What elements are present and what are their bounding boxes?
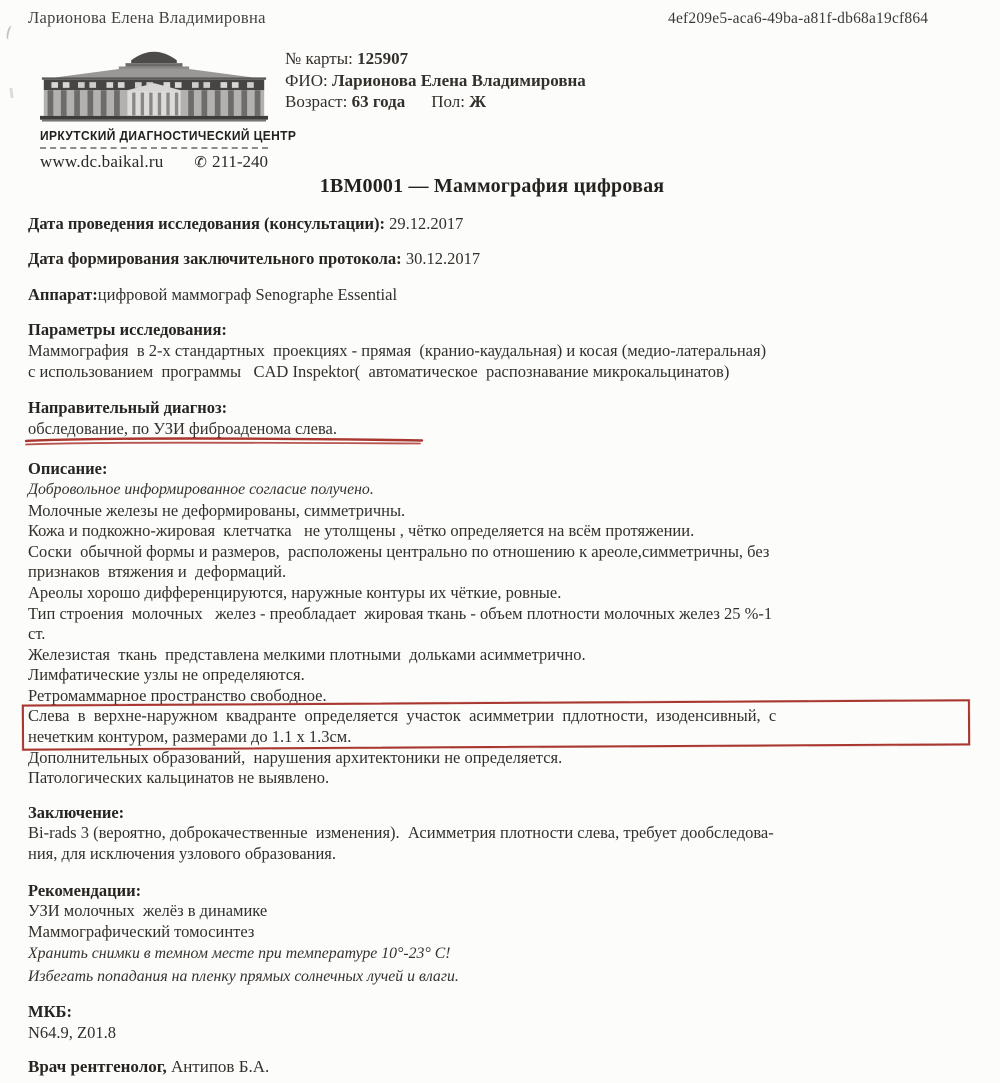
patient-card-row [285, 48, 586, 70]
recommendation-line: Маммографический томосинтез [28, 921, 255, 941]
age-label: Возраст: [285, 92, 348, 111]
clinic-phone: 211-240 [211, 152, 268, 171]
document-uid: 4ef209e5-aca6-49ba-a81f-db68a19cf864 [668, 10, 929, 27]
consent-note: Добровольное информированное согласие получено. [28, 480, 374, 498]
protocol-date-row [28, 249, 956, 270]
patient-age-sex-row [285, 91, 586, 113]
description-line: Соски обычной формы и размеров, расположены центрально по отношению к ареоле,симметричны, без [28, 541, 770, 561]
doctor-name: Антипов Б.А. [170, 1056, 270, 1076]
report-body [28, 176, 956, 1077]
icd-codes: N64.9, Z01.8 [28, 1023, 116, 1042]
description-line: Дополнительных образований, нарушения архитектоники не определяется. [28, 747, 563, 767]
fio-label: ФИО: [285, 70, 328, 90]
doctor-row [28, 1057, 956, 1078]
description-line: признаков втяжения и деформаций. [28, 562, 287, 582]
card-label: № карты: [285, 49, 353, 68]
protocol-date-label: Дата формирования заключительного протокола: [28, 249, 402, 269]
red-annotation-box [28, 706, 956, 747]
description-line: Молочные железы не деформированы, симметричны. [28, 500, 406, 520]
patient-name-stamp: Ларионова Елена Владимировна [28, 8, 266, 27]
device-label: Аппарат: [28, 284, 98, 304]
doctor-label: Врач рентгенолог, [28, 1056, 167, 1076]
description-line: Кожа и подкожно-жировая клетчатка не утолщены , чётко определяется на всём протяжении. [28, 521, 695, 541]
storage-note: Избегать попадания на пленку прямых солнечных лучей и влаги. [28, 968, 459, 986]
clinic-name: ИРКУТСКИЙ ДИАГНОСТИЧЕСКИЙ ЦЕНТР [40, 129, 297, 143]
study-date-row [28, 214, 956, 235]
report-title: 1ВМ0001 — Маммография цифровая [319, 175, 665, 197]
scan-smudge [9, 88, 13, 98]
icd-section [28, 1002, 956, 1043]
conclusion-section [28, 803, 956, 865]
clinic-website: www.dc.baikal.ru [40, 152, 164, 171]
card-number: 125907 [357, 49, 409, 68]
study-date-label: Дата проведения исследования (консультации): [28, 213, 385, 233]
description-section [28, 459, 956, 789]
age-value: 63 года [351, 92, 406, 111]
description-line: Лимфатические узлы не определяются. [28, 665, 305, 685]
logo-divider [40, 147, 268, 149]
conclusion-heading: Заключение: [28, 802, 125, 822]
device-value: цифровой маммограф Senographe Essential [97, 284, 398, 304]
referral-section [28, 398, 956, 439]
parameters-line: с использованием программы CAD Inspektor( автоматическое распознавание микрокальцинатов) [28, 361, 730, 381]
recommendation-line: УЗИ молочных желёз в динамике [28, 901, 268, 921]
referral-heading: Направительный диагноз: [28, 398, 228, 418]
conclusion-line: Bi-rads 3 (вероятно, доброкачественные изменения). Асимметрия плотности слева, требует дообследова- [28, 823, 774, 843]
referral-text-wrap [28, 419, 337, 440]
recommendations-section [28, 881, 956, 989]
sex-label: Пол: [431, 92, 465, 111]
phone-icon: ✆ [194, 153, 207, 171]
study-date-value: 29.12.2017 [389, 213, 464, 233]
description-line: Патологических кальцинатов не выявлено. [28, 768, 330, 788]
scan-smudge [5, 25, 16, 41]
clinic-logo-block [40, 44, 297, 172]
protocol-date-value: 30.12.2017 [405, 249, 481, 269]
description-line: ст. [28, 624, 46, 644]
clinic-building-logo [40, 44, 268, 126]
description-line: Ретромаммарное пространство свободное. [28, 685, 327, 705]
description-line: Железистая ткань представлена мелкими плотными дольками асимметрично. [28, 644, 586, 664]
patient-info-block [285, 48, 586, 113]
recommendations-heading: Рекомендации: [28, 880, 142, 900]
description-line: Ареолы хорошо дифференцируются, наружные контуры их чёткие, ровные. [28, 582, 562, 602]
description-line: Тип строения молочных желез - преобладает жировая ткань - объем плотности молочных желез 25 %-1 [28, 603, 773, 623]
parameters-section [28, 320, 956, 382]
storage-note: Хранить снимки в темном месте при температуре 10°-23° С! [28, 945, 451, 963]
patient-name-row [285, 70, 586, 92]
highlighted-finding-line: нечетким контуром, размерами до 1.1 х 1.3см. [28, 727, 352, 747]
parameters-line: Маммография в 2-х стандартных проекциях - прямая (кранио-каудальная) и косая (медио-латеральная) [28, 340, 767, 360]
patient-full-name: Ларионова Елена Владимировна [331, 70, 586, 90]
referral-text: обследование, по УЗИ фиброаденома слева. [28, 418, 337, 438]
device-row [28, 285, 956, 306]
icd-heading: МКБ: [28, 1002, 72, 1022]
highlighted-finding-line: Слева в верхне-наружном квадранте определяется участок асимметрии пдлотности, изоденсивный, с [28, 706, 777, 726]
parameters-heading: Параметры исследования: [28, 320, 227, 340]
sex-value: Ж [469, 92, 487, 111]
description-heading: Описание: [28, 459, 108, 479]
conclusion-line: ния, для исключения узлового образования. [28, 844, 337, 864]
